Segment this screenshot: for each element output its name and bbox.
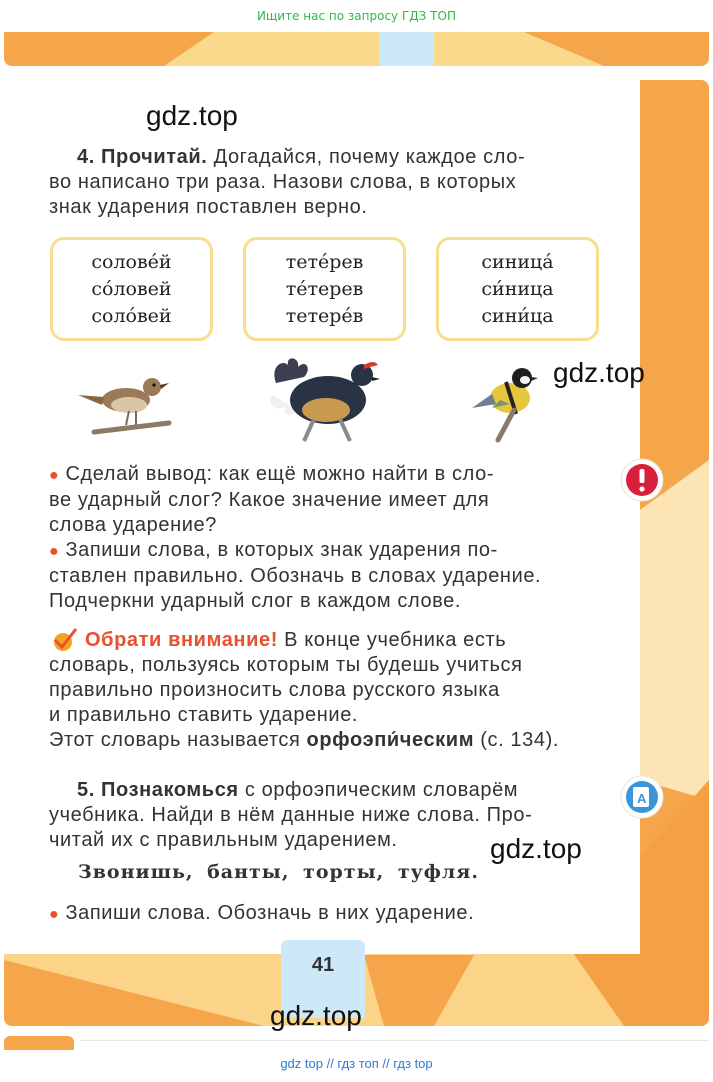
task4-text bbox=[49, 145, 599, 220]
task5-line: учебника. Найди в нём данные ниже слова. Про- bbox=[49, 804, 533, 826]
attention-line: словарь, пользуясь которым ты будешь учиться bbox=[49, 654, 523, 676]
task4-line: Догадайся, почему каждое сло- bbox=[207, 146, 526, 168]
top-banner[interactable]: Ищите нас по запросу ГДЗ ТОП bbox=[0, 0, 713, 32]
watermark: gdz.top bbox=[553, 357, 645, 388]
task5-instruction: Запиши слова. Обозначь в них ударение. bbox=[65, 902, 475, 924]
attention-last-prefix: Этот словарь называется bbox=[49, 729, 307, 751]
attention-line: и правильно ставить ударение. bbox=[49, 704, 359, 726]
footer-links[interactable]: gdz top // гдз топ // гдз top bbox=[280, 1056, 433, 1071]
word-box-grouse bbox=[243, 237, 406, 341]
word: си́ница bbox=[481, 278, 554, 300]
task5-line: с орфоэпическим словарём bbox=[238, 779, 519, 801]
bullet-icon: ● bbox=[49, 543, 60, 560]
word: сини́ца bbox=[481, 305, 554, 327]
conclusion-line: Сделай вывод: как ещё можно найти в сло- bbox=[65, 463, 495, 485]
task5-heading: 5. Познакомься bbox=[77, 779, 239, 801]
write-task-line: ставлен правильно. Обозначь в словах ударение. bbox=[49, 565, 542, 587]
write-task-line: Запиши слова, в которых знак ударения по- bbox=[65, 539, 498, 561]
bottom-strip-decor bbox=[4, 1036, 74, 1050]
bullet-icon: ● bbox=[49, 467, 60, 484]
word: тете́рев bbox=[285, 251, 364, 273]
word: со́ловей bbox=[91, 278, 172, 300]
word: солове́й bbox=[91, 251, 172, 273]
word: синица́ bbox=[481, 251, 554, 273]
bullet-icon: ● bbox=[49, 906, 60, 923]
nightingale-illustration bbox=[74, 365, 174, 440]
svg-text:A: A bbox=[637, 791, 647, 806]
word: соло́вей bbox=[91, 305, 172, 327]
conclusion-text bbox=[49, 462, 599, 614]
word: те́терев bbox=[285, 278, 364, 300]
task5-words: Звонишь, банты, торты, туфля. bbox=[78, 861, 479, 883]
write-task-line: Подчеркни ударный слог в каждом слове. bbox=[49, 590, 462, 612]
exclamation-icon bbox=[620, 458, 664, 502]
conclusion-line: слова ударение? bbox=[49, 514, 217, 536]
word-box-nightingale bbox=[50, 237, 213, 341]
dictionary-icon bbox=[620, 775, 664, 819]
watermark: gdz.top bbox=[146, 100, 238, 131]
background-top-shapes bbox=[4, 32, 709, 66]
task4-line: во написано три раза. Назови слова, в которых bbox=[49, 171, 517, 193]
watermark: gdz.top bbox=[270, 1000, 362, 1031]
attention-heading: Обрати внимание! bbox=[85, 629, 278, 651]
word: тетере́в bbox=[285, 305, 364, 327]
page-number: 41 bbox=[281, 940, 365, 1018]
attention-text bbox=[49, 628, 599, 753]
background-top-strip bbox=[4, 32, 709, 66]
orthoepic-term: орфоэпи́ческим bbox=[306, 729, 475, 751]
task5-line: читай их с правильным ударением. bbox=[49, 829, 398, 851]
attention-line: правильно произносить слова русского языка bbox=[49, 679, 500, 701]
task4-heading: 4. Прочитай. bbox=[77, 146, 208, 168]
attention-last-suffix: (с. 134). bbox=[474, 729, 560, 751]
black-grouse-illustration bbox=[266, 355, 386, 445]
task4-line: знак ударения поставлен верно. bbox=[49, 196, 368, 218]
word-box-tit bbox=[436, 237, 599, 341]
attention-line: В конце учебника есть bbox=[277, 629, 507, 651]
watermark: gdz.top bbox=[490, 833, 582, 864]
conclusion-line: ве ударный слог? Какое значение имеет для bbox=[49, 489, 490, 511]
task5-instruction-row bbox=[49, 901, 599, 927]
tit-illustration bbox=[470, 360, 550, 445]
